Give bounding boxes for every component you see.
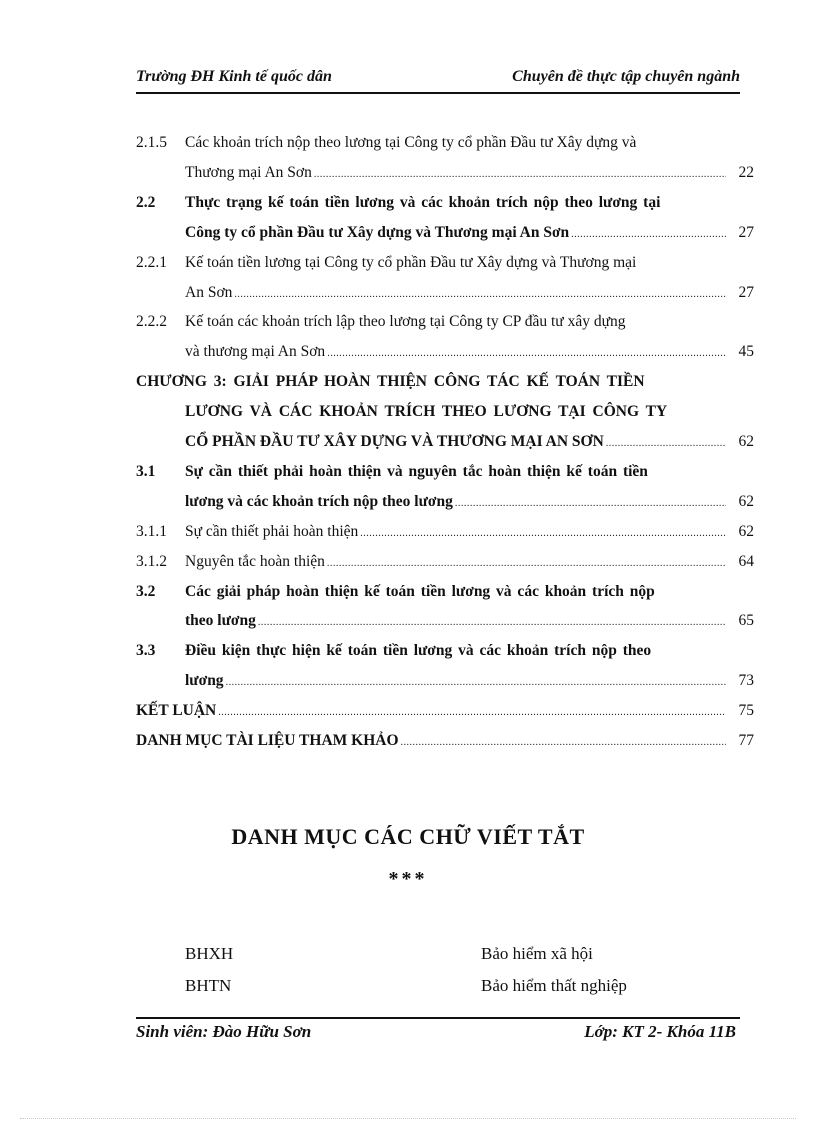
toc-entry-2-2-2: [136, 311, 754, 333]
decorative-stars: ***: [388, 868, 428, 890]
dot-leader: [360, 523, 726, 545]
toc-entry-2-1-5-cont: [185, 162, 754, 184]
toc-entry-3-1-cont: [185, 491, 754, 513]
toc-page-number: 65: [738, 612, 754, 629]
toc-number: 3.1: [136, 463, 156, 480]
toc-number: 2.2.2: [136, 313, 167, 330]
footer-student: Sinh viên: Đào Hữu Sơn: [136, 1022, 312, 1041]
toc-title: LƯƠNG VÀ CÁC KHOẢN TRÍCH THEO LƯƠNG TẠI CÔNG TY: [185, 403, 668, 420]
footer-class: Lớp: KT 2- Khóa 11B: [584, 1022, 736, 1041]
toc-number: 2.1.5: [136, 134, 167, 151]
toc-number: 2.2.1: [136, 254, 167, 271]
toc-title: Sự cần thiết phải hoàn thiện: [185, 523, 359, 540]
header-report-type: Chuyên đề thực tập chuyên ngành: [512, 68, 740, 85]
dot-leader: [571, 224, 726, 246]
dot-leader: [218, 702, 726, 724]
toc-title: lương: [185, 672, 224, 689]
toc-page-number: 73: [738, 672, 754, 689]
dot-leader: [401, 732, 726, 754]
toc-title: Nguyên tắc hoàn thiện: [185, 553, 325, 570]
toc-page-number: 62: [738, 523, 754, 540]
toc-title: theo lương: [185, 612, 256, 629]
toc-title: Kế toán các khoản trích lập theo lương tại Công ty CP đầu tư xây dựng: [185, 313, 626, 330]
toc-title: CHƯƠNG 3: GIẢI PHÁP HOÀN THIỆN CÔNG TÁC KẾ TOÁN TIỀN: [136, 373, 645, 390]
toc-entry-chapter-3-cont2: [185, 431, 754, 453]
toc-title: KẾT LUẬN: [136, 702, 217, 719]
page-header: [136, 66, 740, 94]
toc-title: lương và các khoản trích nộp theo lương: [185, 493, 453, 510]
toc-title: An Sơn: [185, 284, 233, 301]
toc-title: Các khoản trích nộp theo lương tại Công ty cổ phần Đầu tư Xây dựng và: [185, 134, 637, 151]
abbreviation-code: BHXH: [185, 944, 234, 963]
toc-entry-3-3-cont: [185, 670, 754, 692]
toc-title: DANH MỤC TÀI LIỆU THAM KHẢO: [136, 732, 399, 749]
abbreviation-code: BHTN: [185, 976, 232, 995]
toc-entry-2-2: [136, 192, 754, 214]
toc-page-number: 22: [738, 164, 754, 181]
toc-title: Điều kiện thực hiện kế toán tiền lương và các khoản trích nộp theo: [185, 642, 652, 659]
toc-entry-3-1-1-line: [185, 521, 754, 543]
toc-title: Công ty cổ phần Đầu tư Xây dựng và Thương mại An Sơn: [185, 224, 570, 241]
toc-number: 3.2: [136, 583, 156, 600]
toc-title: Kế toán tiền lương tại Công ty cổ phần Đầu tư Xây dựng và Thương mại: [185, 254, 637, 271]
toc-entry-3-1-2-line: [185, 551, 754, 573]
toc-title: Các giải pháp hoàn thiện kế toán tiền lương và các khoản trích nộp: [185, 583, 655, 600]
dot-leader: [234, 284, 726, 306]
toc-page-number: 27: [738, 224, 754, 241]
toc-page-number: 27: [738, 284, 754, 301]
toc-page-number: 64: [738, 553, 754, 570]
toc-entry-2-1-5: [136, 132, 754, 154]
toc-entry-chapter-3: [136, 371, 754, 393]
toc-title: Sự cần thiết phải hoàn thiện và nguyên tắc hoàn thiện kế toán tiền: [185, 463, 648, 480]
toc-number: 3.1.2: [136, 553, 167, 570]
page-footer: [136, 1017, 740, 1047]
toc-page-number: 77: [738, 732, 754, 749]
toc-entry-2-2-1: [136, 252, 754, 274]
dot-leader: [455, 493, 726, 515]
toc-entry-conclusion: [136, 700, 754, 722]
dot-leader: [327, 343, 726, 365]
header-school: Trường ĐH Kinh tế quốc dân: [136, 68, 332, 85]
toc-number: 2.2: [136, 194, 156, 211]
abbreviation-meaning: Bảo hiểm xã hội: [481, 944, 593, 963]
toc-number: 3.1.1: [136, 523, 167, 540]
toc-number: 3.3: [136, 642, 156, 659]
toc-title: và thương mại An Sơn: [185, 343, 326, 360]
toc-entry-3-2-cont: [185, 610, 754, 632]
toc-entry-references: [136, 730, 754, 752]
toc-entry-2-2-2-cont: [185, 341, 754, 363]
dot-leader: [327, 553, 726, 575]
toc-entry-chapter-3-cont: [136, 401, 754, 423]
abbreviation-meaning: Bảo hiểm thất nghiệp: [481, 976, 627, 995]
toc-page-number: 75: [738, 702, 754, 719]
toc-entry-3-2: [136, 581, 754, 603]
toc-page-number: 62: [738, 433, 754, 450]
toc-title: Thương mại An Sơn: [185, 164, 312, 181]
toc-page-number: 62: [738, 493, 754, 510]
toc-entry-2-2-cont: [185, 222, 754, 244]
toc-page-number: 45: [738, 343, 754, 360]
toc-entry-3-1: [136, 461, 754, 483]
dot-leader: [606, 433, 726, 455]
abbreviations-heading: DANH MỤC CÁC CHỮ VIẾT TẮT: [231, 824, 585, 849]
toc-entry-2-2-1-cont: [185, 282, 754, 304]
dot-leader: [314, 164, 726, 186]
page-edge-divider: [20, 1118, 796, 1119]
dot-leader: [258, 612, 726, 634]
dot-leader: [226, 672, 726, 694]
toc-entry-3-3: [136, 640, 754, 662]
toc-title: CỔ PHẦN ĐẦU TƯ XÂY DỰNG VÀ THƯƠNG MẠI AN SƠN: [185, 433, 604, 450]
toc-title: Thực trạng kế toán tiền lương và các khoản trích nộp theo lương tại: [185, 194, 661, 211]
